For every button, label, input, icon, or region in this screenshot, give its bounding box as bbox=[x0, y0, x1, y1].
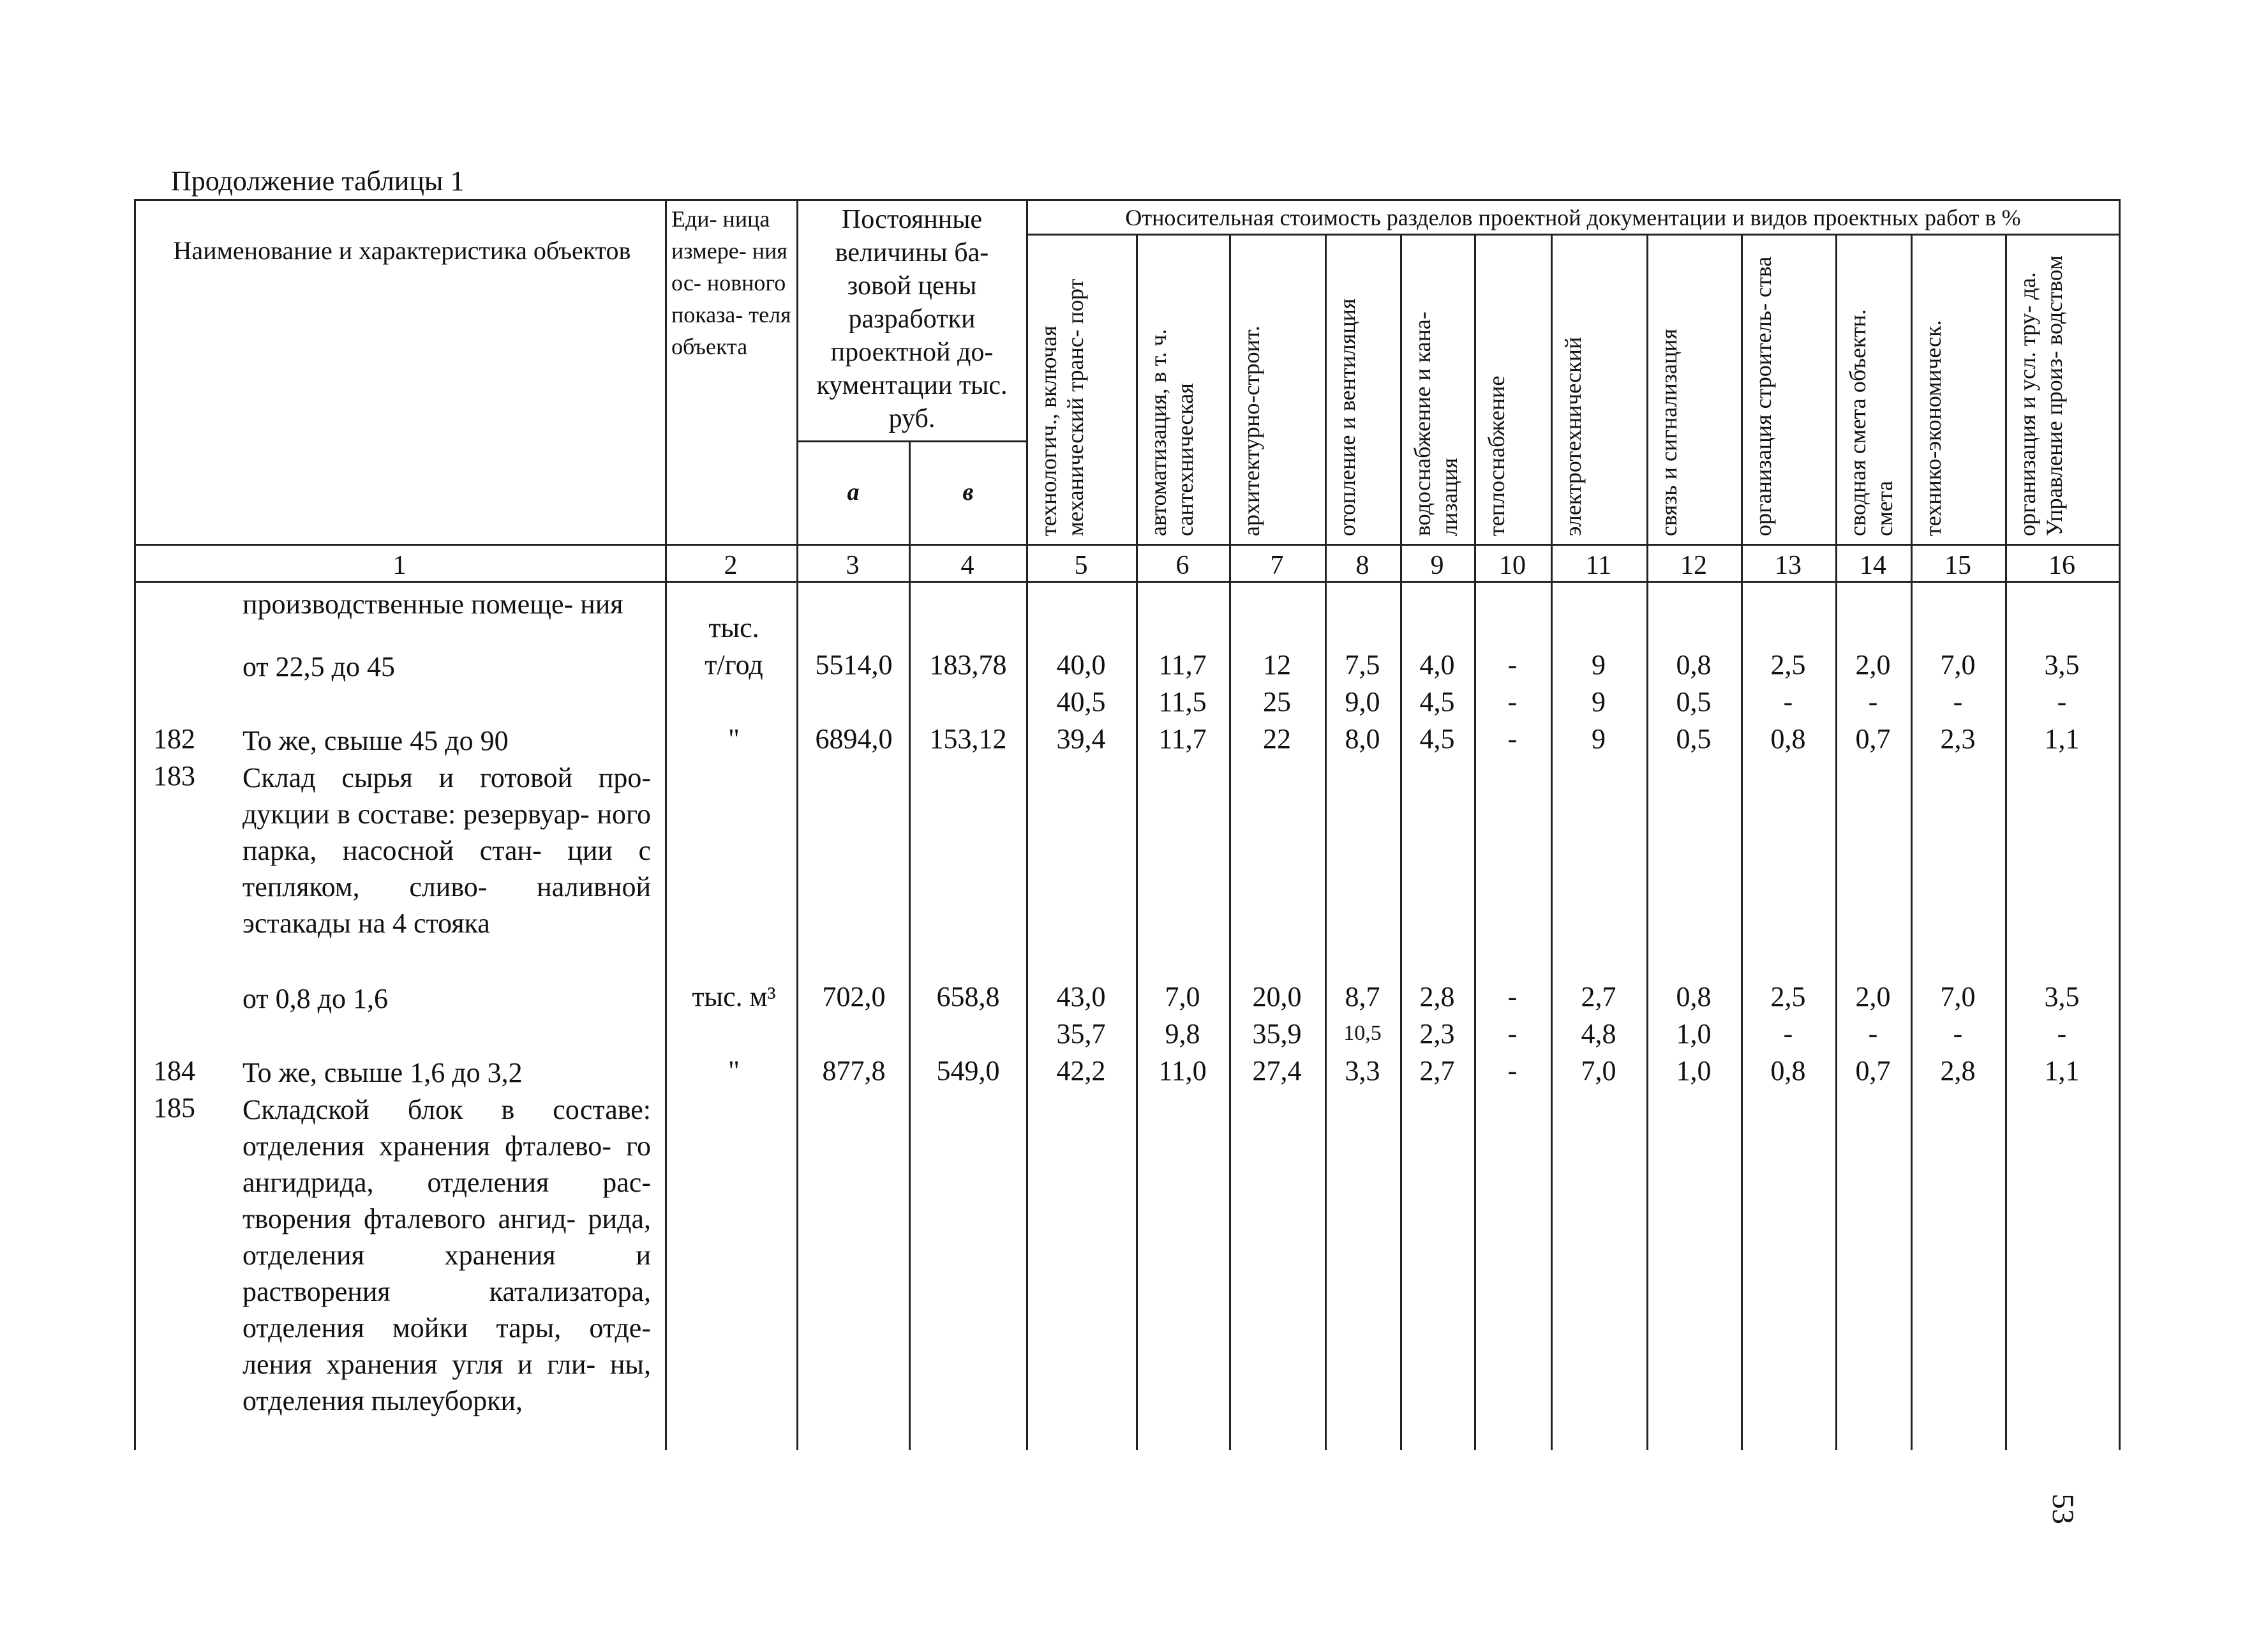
row-value: 35,7 bbox=[1056, 1018, 1106, 1049]
row-value: 20,0 bbox=[1252, 981, 1302, 1012]
row-value: 2,7 bbox=[1581, 981, 1616, 1012]
header-unit: Еди- ница измере- ния ос- новного показа- теля объекта bbox=[671, 206, 791, 359]
row-value: 11,7 bbox=[1158, 723, 1207, 754]
column-number: 7 bbox=[1270, 551, 1284, 580]
row-value: 2,5 bbox=[1770, 649, 1806, 680]
row-value: 2,3 bbox=[1940, 723, 1976, 754]
row-value: 9 bbox=[1592, 723, 1606, 754]
row-value: 9,8 bbox=[1165, 1018, 1200, 1049]
row-value: 11,7 bbox=[1158, 649, 1207, 680]
row-name: Склад сырья и готовой про- дукции в составе: резервуар- ного парка, насосной стан- ции с тепляком, сливо- наливной эстакады на 4 стояка bbox=[242, 762, 651, 939]
column-number: 3 bbox=[846, 551, 860, 580]
header-rel-cost: Относительная стоимость разделов проектной документации и видов проектных работ в % bbox=[1125, 205, 2021, 230]
section-header-8: связь и сигнализация bbox=[1656, 328, 1682, 536]
vline-7 bbox=[1325, 234, 1327, 1450]
row-name: производственные помеще- ния bbox=[242, 589, 623, 620]
row-base-a: 5514,0 bbox=[815, 649, 893, 680]
vline-14 bbox=[1911, 234, 1913, 1450]
row-name: То же, свыше 45 до 90 bbox=[242, 725, 509, 756]
row-number: 184 bbox=[153, 1055, 195, 1086]
row-value: 9,0 bbox=[1345, 686, 1380, 717]
row-value: 0,8 bbox=[1770, 723, 1806, 754]
column-number: 6 bbox=[1175, 551, 1190, 580]
row-number: 185 bbox=[153, 1092, 195, 1123]
row-value: - bbox=[1507, 1018, 1518, 1049]
row-value: 0,8 bbox=[1676, 649, 1712, 680]
section-header-7: электротехнический bbox=[1560, 336, 1586, 536]
row-base-a: 877,8 bbox=[822, 1055, 886, 1086]
row-value: 3,3 bbox=[1345, 1055, 1380, 1086]
vline-8 bbox=[1400, 234, 1402, 1450]
column-number: 11 bbox=[1585, 551, 1612, 580]
row-value: 22 bbox=[1263, 723, 1291, 754]
table-caption: Продолжение таблицы 1 bbox=[171, 165, 465, 197]
row-value: 0,7 bbox=[1855, 1055, 1891, 1086]
section-header-1: технологич., включая механический транс- порт bbox=[1036, 278, 1088, 536]
rel-cost-underline bbox=[1026, 234, 2120, 236]
row-value: 40,0 bbox=[1056, 649, 1106, 680]
vline-6 bbox=[1229, 234, 1231, 1450]
vline-15 bbox=[2005, 234, 2007, 1450]
row-base-b: 658,8 bbox=[936, 981, 1000, 1012]
row-value: 9 bbox=[1592, 686, 1606, 717]
vline-1 bbox=[665, 199, 667, 1450]
header-base-b: в bbox=[962, 479, 974, 506]
section-header-5: водоснабжение и кана- лизация bbox=[1410, 311, 1462, 536]
column-number: 2 bbox=[724, 551, 738, 580]
vline-2 bbox=[796, 199, 798, 1450]
row-name: от 22,5 до 45 bbox=[242, 651, 396, 682]
column-number: 4 bbox=[960, 551, 974, 580]
vline-0 bbox=[134, 199, 136, 1450]
row-value: 11,0 bbox=[1158, 1055, 1207, 1086]
row-value: 2,3 bbox=[1419, 1018, 1455, 1049]
row-base-b: 183,78 bbox=[929, 649, 1007, 680]
row-value: 0,5 bbox=[1676, 723, 1712, 754]
row-unit: " bbox=[728, 723, 740, 754]
row-value: 0,8 bbox=[1676, 981, 1712, 1012]
column-number: 12 bbox=[1680, 551, 1707, 580]
column-number: 9 bbox=[1430, 551, 1444, 580]
row-value: 8,7 bbox=[1345, 981, 1380, 1012]
row-value: 2,8 bbox=[1419, 981, 1455, 1012]
row-value: 2,0 bbox=[1855, 649, 1891, 680]
vline-3 bbox=[909, 440, 911, 1450]
row-base-a: 702,0 bbox=[822, 981, 886, 1012]
row-unit: тыс. м³ bbox=[692, 981, 776, 1012]
row-value: 12 bbox=[1263, 649, 1291, 680]
vline-12 bbox=[1741, 234, 1743, 1450]
row-value: 27,4 bbox=[1252, 1055, 1302, 1086]
column-number: 5 bbox=[1074, 551, 1088, 580]
row-value: - bbox=[1507, 981, 1518, 1012]
section-header-10: сводная смета объектн. смета bbox=[1845, 309, 1897, 536]
row-value: - bbox=[1507, 686, 1518, 717]
page-number: 53 bbox=[2046, 1494, 2080, 1524]
row-value: - bbox=[1507, 1055, 1518, 1086]
row-value: 43,0 bbox=[1056, 981, 1106, 1012]
column-number: 15 bbox=[1944, 551, 1971, 580]
row-value: 7,0 bbox=[1165, 981, 1200, 1012]
row-value: 7,5 bbox=[1345, 649, 1380, 680]
row-value: - bbox=[1868, 686, 1878, 717]
vline-4 bbox=[1026, 199, 1028, 1450]
row-value: 4,0 bbox=[1419, 649, 1455, 680]
row-value: - bbox=[1783, 1018, 1793, 1049]
section-header-3: архитектурно-строит. bbox=[1239, 326, 1264, 536]
row-base-b: 549,0 bbox=[936, 1055, 1000, 1086]
row-value: - bbox=[1953, 1018, 1963, 1049]
row-name: То же, свыше 1,6 до 3,2 bbox=[242, 1057, 523, 1088]
row-value: 42,2 bbox=[1056, 1055, 1106, 1086]
row-value: 35,9 bbox=[1252, 1018, 1302, 1049]
section-header-9: организация строитель- ства bbox=[1750, 256, 1776, 536]
column-number: 10 bbox=[1499, 551, 1526, 580]
table-top-border bbox=[134, 199, 2120, 201]
vline-10 bbox=[1551, 234, 1553, 1450]
row-value: 2,8 bbox=[1940, 1055, 1976, 1086]
vline-9 bbox=[1474, 234, 1476, 1450]
row-value: 7,0 bbox=[1940, 649, 1976, 680]
row-base-a: 6894,0 bbox=[815, 723, 893, 754]
section-header-2: автоматизация, в т. ч. сантехническая bbox=[1145, 329, 1198, 536]
row-value: 4,8 bbox=[1581, 1018, 1616, 1049]
vline-5 bbox=[1136, 234, 1138, 1450]
row-value: 2,5 bbox=[1770, 981, 1806, 1012]
row-unit: " bbox=[728, 1055, 740, 1086]
base-price-underline bbox=[796, 440, 1026, 442]
row-value: 0,8 bbox=[1770, 1055, 1806, 1086]
header-name: Наименование и характеристика объектов bbox=[173, 236, 631, 265]
row-value: 4,5 bbox=[1419, 686, 1455, 717]
column-number: 16 bbox=[2048, 551, 2075, 580]
header-bottom-border bbox=[134, 544, 2120, 546]
row-number: 183 bbox=[153, 760, 195, 791]
row-value: 39,4 bbox=[1056, 723, 1106, 754]
vline-16 bbox=[2119, 199, 2121, 1450]
row-value: - bbox=[1953, 686, 1963, 717]
vline-11 bbox=[1646, 234, 1648, 1450]
row-value: 8,0 bbox=[1345, 723, 1380, 754]
row-base-b: 153,12 bbox=[929, 723, 1007, 754]
row-value: 2,7 bbox=[1419, 1055, 1455, 1086]
row-value: - bbox=[1507, 649, 1518, 680]
row-value: - bbox=[1783, 686, 1793, 717]
row-name: от 0,8 до 1,6 bbox=[242, 983, 389, 1014]
row-value: 0,7 bbox=[1855, 723, 1891, 754]
row-value: 1,1 bbox=[2044, 723, 2080, 754]
row-value: 4,5 bbox=[1419, 723, 1455, 754]
row-value: 25 bbox=[1263, 686, 1291, 717]
column-number: 13 bbox=[1775, 551, 1802, 580]
row-value: 2,0 bbox=[1855, 981, 1891, 1012]
section-header-11: технико-экономическ. bbox=[1920, 320, 1946, 536]
colnum-bottom-border bbox=[134, 581, 2120, 583]
column-number: 8 bbox=[1355, 551, 1369, 580]
row-value: 3,5 bbox=[2044, 981, 2080, 1012]
section-header-12: организация и усл. тру- да. Управление произ- водством bbox=[2015, 255, 2067, 536]
row-value: - bbox=[1507, 723, 1518, 754]
row-value: - bbox=[1868, 1018, 1878, 1049]
header-base-a: а bbox=[847, 479, 860, 506]
column-number: 1 bbox=[392, 551, 407, 580]
row-value: 1,0 bbox=[1676, 1018, 1712, 1049]
row-unit: тыс. bbox=[708, 612, 759, 643]
row-value: 40,5 bbox=[1056, 686, 1106, 717]
row-value: 7,0 bbox=[1581, 1055, 1616, 1086]
row-number: 182 bbox=[153, 723, 195, 754]
row-value: 0,5 bbox=[1676, 686, 1712, 717]
row-value: 10,5 bbox=[1343, 1021, 1382, 1045]
column-number: 14 bbox=[1860, 551, 1886, 580]
header-base-price: Постоянные величины ба- зовой цены разработки проектной до- кументации тыс. руб. bbox=[816, 205, 1008, 433]
row-value: 1,0 bbox=[1676, 1055, 1712, 1086]
row-value: 9 bbox=[1592, 649, 1606, 680]
row-value: - bbox=[2057, 686, 2067, 717]
row-value: 3,5 bbox=[2044, 649, 2080, 680]
section-header-6: теплоснабжение bbox=[1484, 375, 1509, 536]
row-unit: т/год bbox=[705, 649, 763, 680]
row-value: - bbox=[2057, 1018, 2067, 1049]
row-value: 7,0 bbox=[1940, 981, 1976, 1012]
row-name: Складской блок в составе: отделения хранения фталево- го ангидрида, отделения рас- творения фталевого ангид- рида, отделения хранения и растворения катализатора, отделения мойки тары, отде- ления хранения угля и гли- ны, отделения пылеуборки, bbox=[242, 1094, 651, 1416]
row-value: 1,1 bbox=[2044, 1055, 2080, 1086]
vline-13 bbox=[1835, 234, 1837, 1450]
row-value: 11,5 bbox=[1158, 686, 1207, 717]
section-header-4: отопление и вентиляция bbox=[1334, 298, 1360, 536]
